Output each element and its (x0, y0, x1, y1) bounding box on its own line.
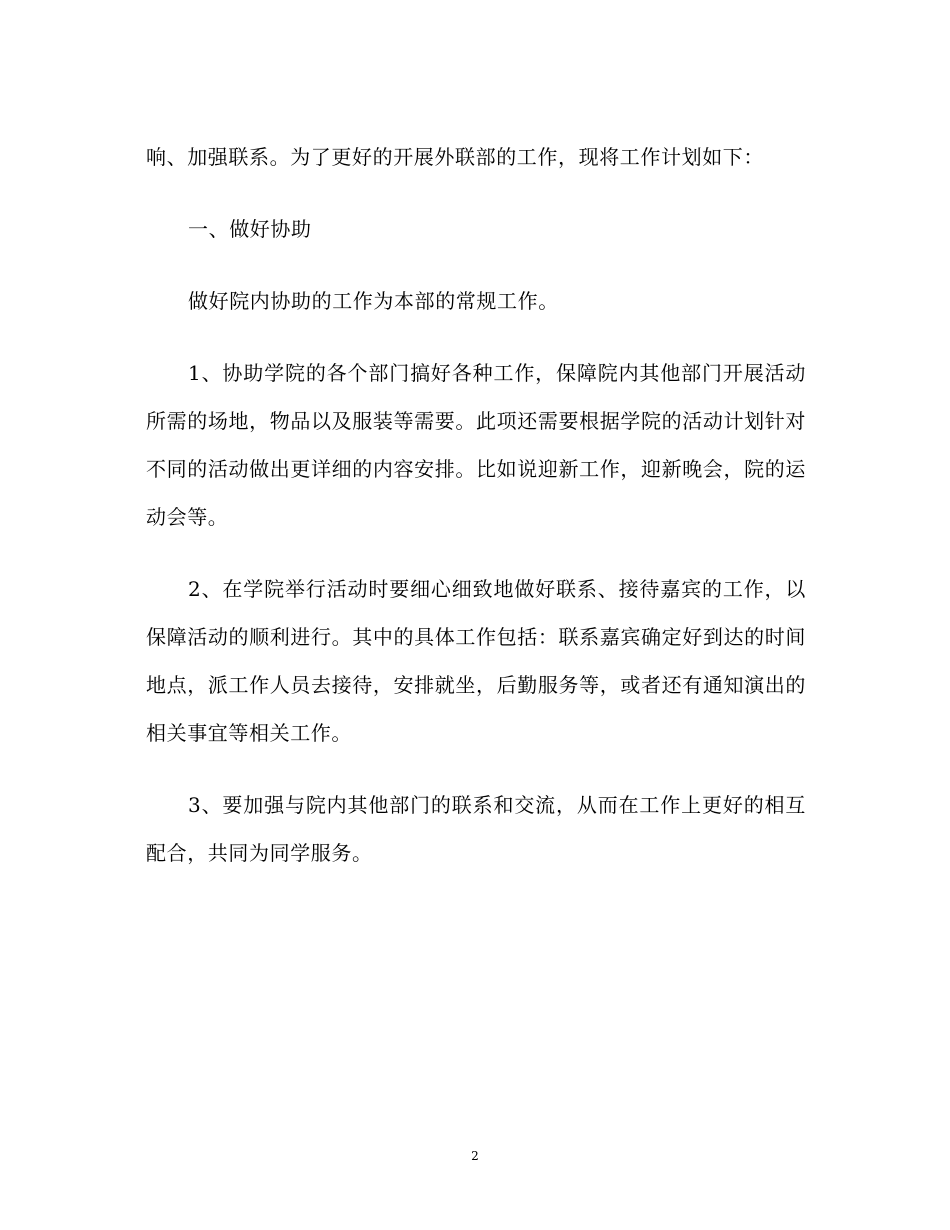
paragraph-item-2: 2、在学院举行活动时要细心细致地做好联系、接待嘉宾的工作，以保障活动的顺利进行。其中的具体工作包括：联系嘉宾确定好到达的时间地点，派工作人员去接待，安排就坐，后勤服务等，或者还有通知演出的相关事宜等相关工作。 (146, 577, 806, 745)
document-body (146, 133, 806, 877)
paragraph-item-3: 3、要加强与院内其他部门的联系和交流，从而在工作上更好的相互配合，共同为同学服务。 (146, 793, 806, 865)
paragraph-intro: 做好院内协助的工作为本部的常规工作。 (188, 289, 559, 313)
section-heading: 一、做好协助 (188, 217, 312, 241)
paragraph-continuation: 响、加强联系。为了更好的开展外联部的工作，现将工作计划如下： (146, 145, 764, 169)
page-number: 2 (471, 1149, 479, 1163)
paragraph-item-1: 1、协助学院的各个部门搞好各种工作，保障院内其他部门开展活动所需的场地，物品以及服装等需要。此项还需要根据学院的活动计划针对不同的活动做出更详细的内容安排。比如说迎新工作，迎新晚会，院的运动会等。 (146, 361, 806, 529)
